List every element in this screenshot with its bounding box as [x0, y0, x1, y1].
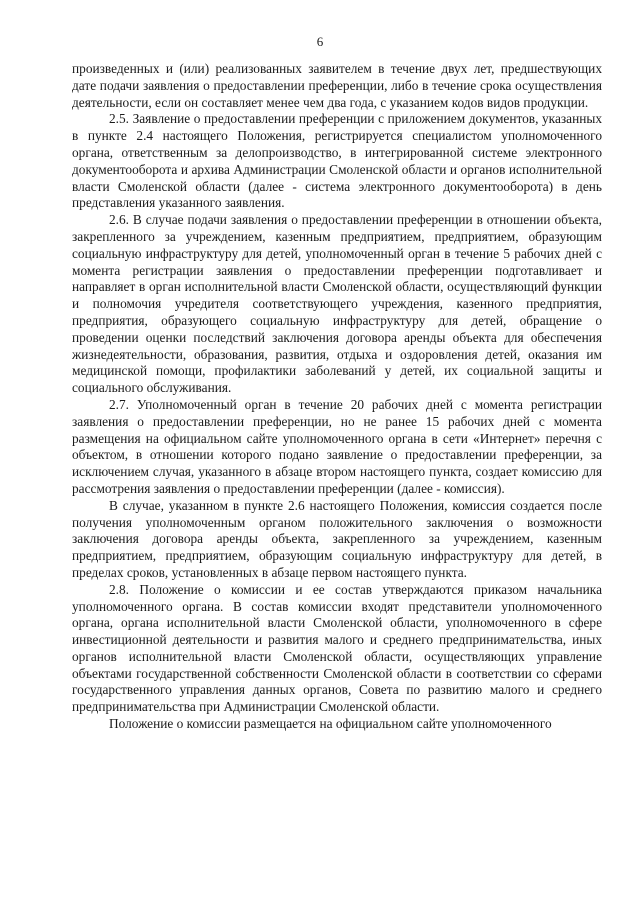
paragraph-2-8-second: Положение о комиссии размещается на официальном сайте уполномоченного	[109, 716, 552, 732]
paragraph-2-8: 2.8. Положение о комиссии и ее состав утверждаются приказом начальника уполномоченного органа. В состав комиссии входят представители уполномоченного органа, органа исполнительной власти Смоленской области, уполномоченного в сфере инвестиционной деятельности и развития малого и среднего предпринимательства, иных органов исполнительной власти Смоленской области, осуществляющих управление объектами государственной собственности Смоленской области в соответствии со сферами государственного управления данных органов, Совета по развитию малого и среднего предпринимательства при Администрации Смоленской области.	[72, 581, 602, 715]
paragraph-continuation: произведенных и (или) реализованных заявителем в течение двух лет, предшествующих дате подачи заявления о предоставлении преференции, либо в течение срока осуществления деятельности, если он составляет менее чем два года, с указанием кодов видов продукции.	[72, 61, 602, 110]
document-body	[72, 61, 602, 733]
paragraph-2-6: 2.6. В случае подачи заявления о предоставлении преференции в отношении объекта, закрепленного за учреждением, казенным предприятием, предприятием, образующим социальную инфраструктуру для детей, уполномоченный орган в течение 5 рабочих дней с момента регистрации заявления о предоставлении преференции подготавливает и направляет в орган исполнительной власти Смоленской области, осуществляющий функции и полномочия учредителя соответствующего учреждения, казенного предприятия, предприятия, образующего социальную инфраструктуру для детей, обращение о проведении оценки последствий заключения договора аренды объекта для обеспечения жизнедеятельности, образования, развития, отдыха и оздоровления детей, оказания им медицинской помощи, профилактики заболеваний у детей, их социальной защиты и социального обслуживания.	[72, 212, 602, 396]
paragraph-2-5: 2.5. Заявление о предоставлении преференции с приложением документов, указанных в пункте 2.4 настоящего Положения, регистрируется специалистом уполномоченного органа, ответственным за делопроизводство, в интегрированной системе электронного документооборота и архива Администрации Смоленской области и органов исполнительной власти Смоленской области (далее - система электронного документооборота) в день представления указанного заявления.	[72, 111, 602, 211]
paragraph-2-7: 2.7. Уполномоченный орган в течение 20 рабочих дней с момента регистрации заявления о предоставлении преференции, но не ранее 15 рабочих дней с момента размещения на официальном сайте уполномоченного органа в сети «Интернет» перечня с объектом, в отношении которого подано заявление о предоставлении преференции, за исключением случая, указанного в абзаце втором настоящего пункта, создает комиссию для рассмотрения заявления о предоставлении преференции (далее - комиссия).	[72, 396, 602, 496]
paragraph-2-7-second: В случае, указанном в пункте 2.6 настоящего Положения, комиссия создается после получения уполномоченным органом положительного заключения о возможности заключения договора аренды объекта, закрепленного за учреждением, казенным предприятием, предприятием, образующим социальную инфраструктуру для детей, в пределах сроков, установленных в абзаце первом настоящего пункта.	[72, 497, 602, 580]
page-number: 6	[316, 34, 324, 49]
